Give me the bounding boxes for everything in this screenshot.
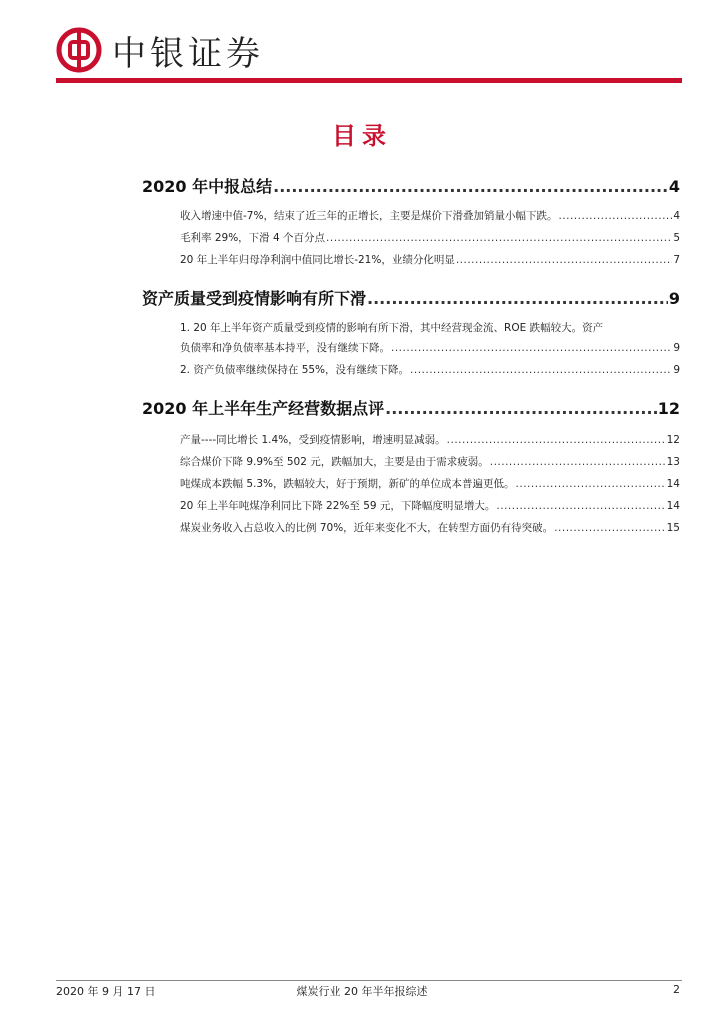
leader-dots — [456, 254, 672, 266]
brand-name: 中银证券 — [112, 33, 264, 74]
toc-section-2[interactable] — [142, 286, 680, 309]
leader-dots — [490, 456, 666, 468]
toc-item[interactable] — [180, 340, 680, 355]
toc-item-text: 产量----同比增长 1.4%，受到疫情影响，增速明显减弱。 — [180, 434, 446, 446]
leader-dots — [516, 478, 666, 490]
toc-item-text: 负债率和净负债率基本持平，没有继续下降。 — [180, 342, 390, 354]
header — [56, 26, 264, 74]
toc-item[interactable] — [180, 208, 680, 223]
toc-item[interactable] — [180, 476, 680, 491]
toc-page-number: 12 — [657, 399, 680, 418]
bank-of-china-logo-icon — [56, 27, 102, 73]
leader-dots — [367, 289, 668, 308]
toc-item-text: 综合煤价下降 9.9%至 502 元，跌幅加大，主要是由于需求疲弱。 — [180, 456, 489, 468]
toc-section-title: 2020 年上半年生产经营数据点评 — [142, 399, 385, 418]
toc-page-number: 5 — [673, 232, 680, 244]
toc-item-multiline[interactable] — [180, 318, 680, 338]
header-rule — [56, 78, 682, 83]
toc-item[interactable] — [180, 362, 680, 377]
toc-item[interactable] — [180, 454, 680, 469]
toc-section-1[interactable] — [142, 174, 680, 197]
toc-section-title: 资产质量受到疫情影响有所下滑 — [142, 289, 367, 308]
leader-dots — [326, 232, 672, 244]
toc-item[interactable] — [180, 498, 680, 513]
toc-item-text: 收入增速中值-7%，结束了近三年的正增长，主要是煤价下滑叠加销量小幅下跌。 — [180, 210, 558, 222]
toc-page-number: 9 — [668, 289, 680, 308]
toc-section-3[interactable] — [142, 396, 680, 419]
leader-dots — [447, 434, 666, 446]
leader-dots — [558, 210, 672, 222]
footer-date: 2020 年 9 月 17 日 — [56, 985, 156, 998]
toc-item[interactable] — [180, 252, 680, 267]
leader-dots — [273, 177, 668, 196]
toc-item-text: 2. 资产负债率继续保持在 55%，没有继续下降。 — [180, 364, 410, 376]
footer-page-number: 2 — [673, 983, 680, 996]
leader-dots — [496, 500, 665, 512]
toc-item-text: 20 年上半年吨煤净利同比下降 22%至 59 元，下降幅度明显增大。 — [180, 500, 496, 512]
toc-page-number: 14 — [666, 500, 680, 512]
toc-page-number: 13 — [666, 456, 680, 468]
toc-item-text: 毛利率 29%，下滑 4 个百分点 — [180, 232, 326, 244]
toc-item[interactable] — [180, 432, 680, 447]
toc-page-number: 15 — [666, 522, 680, 534]
toc-item-text: 煤炭业务收入占总收入的比例 70%，近年来变化不大，在转型方面仍有待突破。 — [180, 522, 554, 534]
toc-item-text: 吨煤成本跌幅 5.3%，跌幅较大，好于预期，新矿的单位成本普遍更低。 — [180, 478, 515, 490]
leader-dots — [385, 399, 657, 418]
toc-page-number: 4 — [668, 177, 680, 196]
toc-page-number: 12 — [666, 434, 680, 446]
toc-page-number: 9 — [673, 342, 680, 354]
toc-item-text: 1. 20 年上半年资产质量受到疫情的影响有所下滑，其中经营现金流、ROE 跌幅较大。资产 — [180, 322, 604, 334]
toc-page-number: 14 — [666, 478, 680, 490]
leader-dots — [554, 522, 665, 534]
leader-dots — [391, 342, 672, 354]
toc-item[interactable] — [180, 520, 680, 535]
toc-section-title: 2020 年中报总结 — [142, 177, 273, 196]
toc-page-number: 7 — [673, 254, 680, 266]
toc-page-number: 9 — [673, 364, 680, 376]
toc-item-text: 20 年上半年归母净利润中值同比增长-21%，业绩分化明显 — [180, 254, 455, 266]
toc-title: 目录 — [332, 122, 392, 150]
footer-rule — [56, 980, 682, 981]
toc-item[interactable] — [180, 230, 680, 245]
leader-dots — [410, 364, 672, 376]
toc-page-number: 4 — [673, 210, 680, 222]
footer-title: 煤炭行业 20 年半年报综述 — [296, 985, 428, 998]
